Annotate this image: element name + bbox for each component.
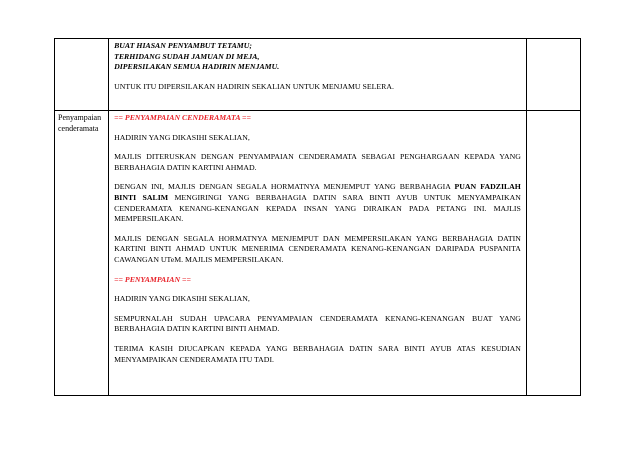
table-row (55, 111, 581, 396)
paragraph: HADIRIN YANG DIKASIHI SEKALIAN, (114, 132, 250, 142)
poem-line: TERHIDANG SUDAH JAMUAN DI MEJA, (114, 51, 260, 61)
highlighted-name: PUAN FADZILAH BINTI SALIM (114, 182, 521, 202)
content-cell (109, 39, 527, 111)
section-heading: == PENYAMPAIAN CENDERAMATA == (114, 113, 251, 122)
row-label (55, 39, 108, 41)
poem-line: DIPERSILAKAN SEMUA HADIRIN MENJAMU. (114, 62, 280, 72)
notes-text (527, 111, 580, 113)
table-row (55, 39, 581, 111)
paragraph: TERIMA KASIH DIUCAPKAN KEPADA YANG BERBAHAGIA DATIN SARA BINTI AYUB ATAS KESUDIAN MENYAMPAIKAN CENDERAMATA ITU TADI. (114, 343, 521, 364)
notes-cell (526, 39, 580, 111)
paragraph-text: DENGAN INI, MAJLIS DENGAN SEGALA HORMATNYA MENJEMPUT YANG BERBAHAGIA (114, 182, 455, 192)
script-table (54, 38, 581, 396)
row-label: Penyampaian cenderamata (58, 113, 102, 133)
paragraph: MAJLIS DENGAN SEGALA HORMATNYA MENJEMPUT DAN MEMPERSILAKAN YANG BERBAHAGIA DATIN KARTINI BINTI AHMAD UNTUK MENERIMA CENDERAMATA KENANG-KENANGAN DARIPADA PUSPANITA CAWANGAN UTeM. MAJLIS MEMPERSILAKAN. (114, 233, 521, 264)
section-heading: == PENYAMPAIAN == (114, 274, 191, 284)
paragraph: SEMPURNALAH SUDAH UPACARA PENYAMPAIAN CENDERAMATA KENANG-KENANGAN BUAT YANG BERBAHAGIA DATIN KARTINI BINTI AHMAD. (114, 313, 521, 334)
paragraph (114, 182, 521, 224)
closing-text: UNTUK ITU DIPERSILAKAN HADIRIN SEKALIAN UNTUK MENJAMU SELERA. (114, 81, 394, 91)
paragraph: MAJLIS DITERUSKAN DENGAN PENYAMPAIAN CENDERAMATA SEBAGAI PENGHARGAAN KEPADA YANG BERBAHAGIA DATIN KARTINI AHMAD. (114, 152, 521, 172)
notes-cell (526, 111, 580, 396)
poem-line: BUAT HIASAN PENYAMBUT TETAMU; (114, 41, 252, 50)
paragraph: HADIRIN YANG DIKASIHI SEKALIAN, (114, 294, 250, 304)
label-cell (55, 39, 109, 111)
paragraph-text: MENGIRINGI YANG BERBAHAGIA DATIN SARA BINTI AYUB UNTUK MENYAMPAIKAN CENDERAMATA KENANG-KENANGAN KEPADA INSAN YANG DIRAIKAN PADA PETANG INI. MAJLIS MEMPERSILAKAN. (114, 192, 521, 224)
label-cell (55, 111, 109, 396)
content-cell (109, 111, 527, 396)
